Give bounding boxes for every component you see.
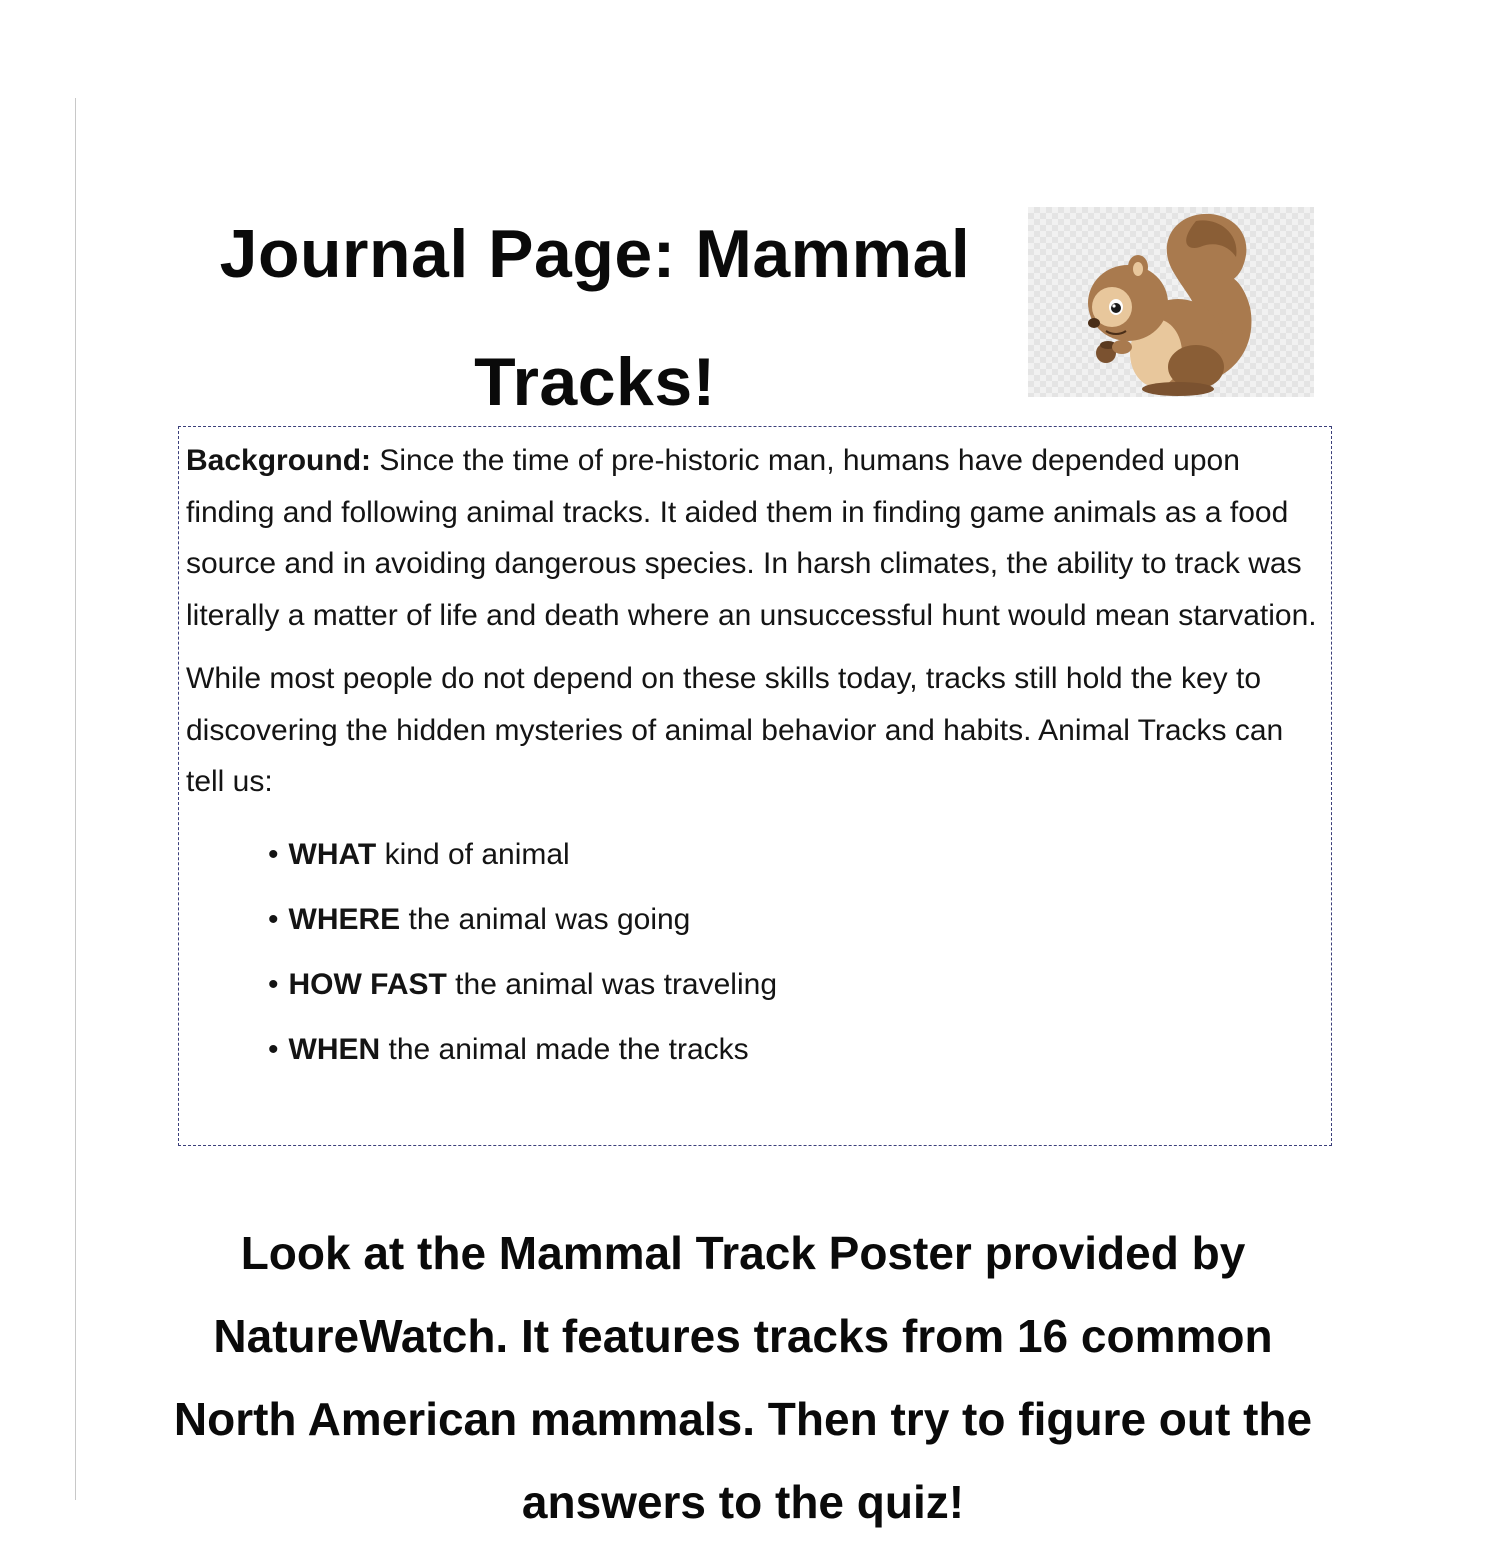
- list-item: [268, 822, 1325, 887]
- instructions-text: Look at the Mammal Track Poster provided by NatureWatch. It features tracks from 16 common North American mammals. Then try to figure out the answers to the quiz!: [173, 1227, 1313, 1528]
- list-item-keyword: WHERE: [288, 902, 401, 936]
- background-paragraph-2: While most people do not depend on these skills today, tracks still hold the key to discovering the hidden mysteries of animal behavior and habits. Animal Tracks can tell us:: [186, 662, 1284, 798]
- list-item: [268, 1017, 1325, 1082]
- bullet-icon: •: [268, 1032, 279, 1066]
- list-item-text: kind of animal: [376, 837, 570, 871]
- list-item-text: the animal was traveling: [446, 967, 778, 1001]
- list-item-keyword: WHAT: [288, 837, 377, 871]
- page-margin-line: [75, 98, 76, 1500]
- list-item-keyword: WHEN: [288, 1032, 381, 1066]
- list-item-text: the animal made the tracks: [380, 1032, 749, 1066]
- list-item-keyword: HOW FAST: [288, 967, 447, 1001]
- list-item-text: the animal was going: [400, 902, 691, 936]
- background-text-1: Since the time of pre-historic man, humans have depended upon finding and following animal tracks. It aided them in finding game animals as a food source and in avoiding dangerous species. In harsh climates, the ability to track was literally a matter of life and death where an unsuccessful hunt would mean starvation.: [186, 444, 1317, 632]
- bullet-icon: •: [268, 837, 279, 871]
- background-paragraph-1: [186, 435, 1325, 641]
- list-item: [268, 887, 1325, 952]
- bullet-icon: •: [268, 902, 279, 936]
- background-box: [178, 426, 1332, 1146]
- tracks-tell-us-list: [186, 822, 1325, 1082]
- background-label: Background:: [186, 444, 372, 477]
- squirrel-icon: [1028, 207, 1314, 397]
- list-item: [268, 952, 1325, 1017]
- bullet-icon: •: [268, 967, 279, 1001]
- page-title: Journal Page: Mammal Tracks!: [219, 216, 971, 420]
- squirrel-illustration: [1028, 207, 1314, 397]
